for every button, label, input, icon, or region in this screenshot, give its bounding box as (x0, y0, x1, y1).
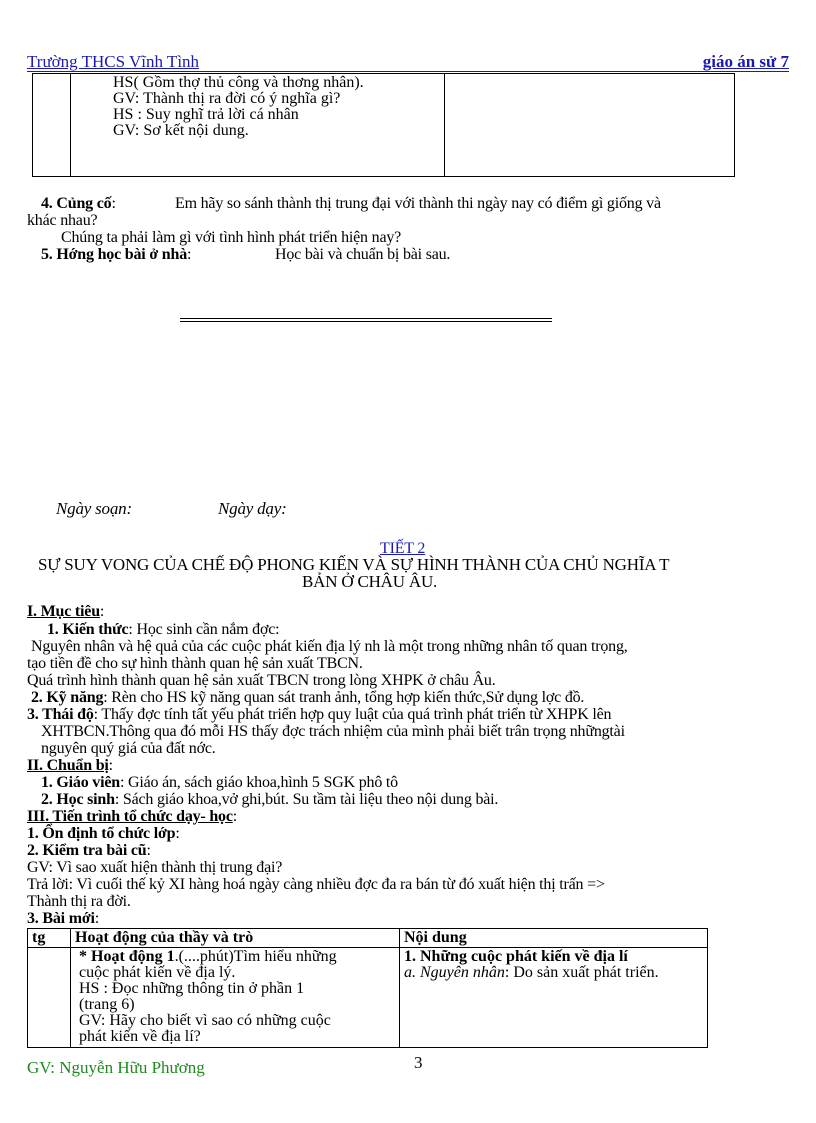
section-4-text-3: Chúng ta phải làm gì với tình hình phát triển hiện nay? (61, 229, 402, 246)
preparation-heading: II. Chuẩn bị: (27, 757, 113, 774)
process-step-2: 2. Kiểm tra bài cũ: (27, 842, 151, 859)
table-line: GV: Thành thị ra đời có ý nghĩa gì? (113, 90, 341, 107)
date-taught: Ngày dạy: (218, 499, 287, 518)
review-answer-line-1: Trả lời: Vì cuối thế kỷ XI hàng hoá ngày càng nhiều đợc đa ra bán từ đó xuất hiện thị trấn => (27, 876, 605, 893)
table-header-row (28, 929, 708, 948)
section-5-text: Học bài và chuẩn bị bài sau. (275, 246, 451, 263)
header-rule (27, 71, 789, 72)
attitude-line-2: XHTBCN.Thông qua đó mỗi HS thấy đợc trách nhiệm của mình phải biết trân trọng nhữngtài (41, 723, 625, 740)
student-prep: 2. Học sinh: Sách giáo khoa,vở ghi,bút. Su tầm tài liệu theo nội dung bài. (41, 791, 499, 808)
knowledge: 1. Kiến thức: Học sinh cần nắm đợc: (47, 621, 280, 638)
skills: 2. Kỹ năng: Rèn cho HS kỹ năng quan sát tranh ảnh, tổng hợp kiến thức,Sử dụng lợc đồ. (31, 689, 585, 706)
table-row (28, 948, 708, 1048)
lesson-table (27, 928, 708, 1048)
content-title: 1. Những cuộc phát kiến về địa lí (404, 948, 628, 965)
tg-cell (33, 74, 71, 177)
review-question: GV: Vì sao xuất hiện thành thị trung đại? (27, 859, 283, 876)
continuation-table (32, 73, 735, 177)
section-4-label: 4. Củng cố (41, 195, 112, 212)
page-number: 3 (414, 1053, 423, 1072)
subject-title: giáo án sử 7 (702, 52, 789, 71)
process-step-3: 3. Bài mới: (27, 910, 100, 927)
knowledge-line-1: Nguyên nhân và hệ quả của các cuộc phát kiến địa lý nh là một trong những nhân tố quan trọng, (31, 638, 628, 655)
content-cause: a. Nguyên nhân: Do sản xuất phát triển. (404, 964, 659, 981)
divider-line (180, 318, 552, 322)
activity-cell: * Hoạt động 1.(....phút)Tìm hiểu những cuộc phát kiến về địa lý. HS : Đọc những thông tin ở phần 1 (trang 6) GV: Hãy cho biết vì sao có những cuộc phát kiến về địa lí? (71, 948, 400, 1048)
content-cell (400, 948, 708, 1048)
review-answer-line-2: Thành thị ra đời. (27, 893, 131, 910)
process-heading: III. Tiến trình tổ chức dạy- học: (27, 808, 237, 825)
section-4: 4. Củng cố: (41, 195, 116, 212)
knowledge-line-3: Quá trình hình thành quan hệ sản xuất TBCN trong lòng XHPK ở châu Âu. (27, 672, 496, 689)
objectives-heading: I. Mục tiêu: (27, 603, 105, 620)
lesson-title-line-2: BẢN Ở CHÂU ÂU. (302, 572, 438, 591)
attitude-line-3: nguyên quý giá của đất nớc. (41, 740, 216, 757)
section-4-text: Em hãy so sánh thành thị trung đại với thành thi ngày nay có điểm gì giống và (175, 195, 661, 212)
header-content: Nội dung (400, 929, 708, 948)
table-line: HS( Gồm thợ thủ công và thơng nhân). (113, 74, 364, 91)
process-step-1: 1. Ổn định tổ chức lớp: (27, 825, 180, 842)
content-cell (445, 74, 735, 177)
section-5: 5. Hớng học bài ở nhà: (41, 246, 192, 263)
section-5-label: 5. Hớng học bài ở nhà (41, 246, 188, 263)
lesson-number: TIẾT 2 (380, 540, 426, 557)
header-activity: Hoạt động của thầy và trò (71, 929, 400, 948)
activity-cell (71, 74, 445, 177)
knowledge-line-2: tạo tiền đề cho sự hình thành quan hệ sản xuất TBCN. (27, 655, 363, 672)
tg-cell (28, 948, 71, 1048)
date-prepared: Ngày soạn: (56, 499, 132, 518)
table-line: GV: Sơ kết nội dung. (113, 122, 249, 139)
footer-teacher: GV: Nguyễn Hữu Phương (27, 1058, 205, 1077)
attitude: 3. Thái độ: Thấy đợc tính tất yếu phát triển hợp quy luật của quá trình phát triển từ XHPK lên (27, 706, 612, 723)
header-tg: tg (28, 929, 71, 948)
table-line: HS : Suy nghĩ trả lời cá nhân (113, 106, 299, 123)
school-name: Trường THCS Vĩnh Tình (27, 52, 200, 71)
section-4-text-2: khác nhau? (27, 212, 98, 229)
teacher-prep: 1. Giáo viên: Giáo án, sách giáo khoa,hình 5 SGK phô tô (41, 774, 398, 791)
lesson-title-line-1: SỰ SUY VONG CỦA CHẾ ĐỘ PHONG KIẾN VÀ SỰ HÌNH THÀNH CỦA CHỦ NGHĨA T (38, 555, 670, 574)
